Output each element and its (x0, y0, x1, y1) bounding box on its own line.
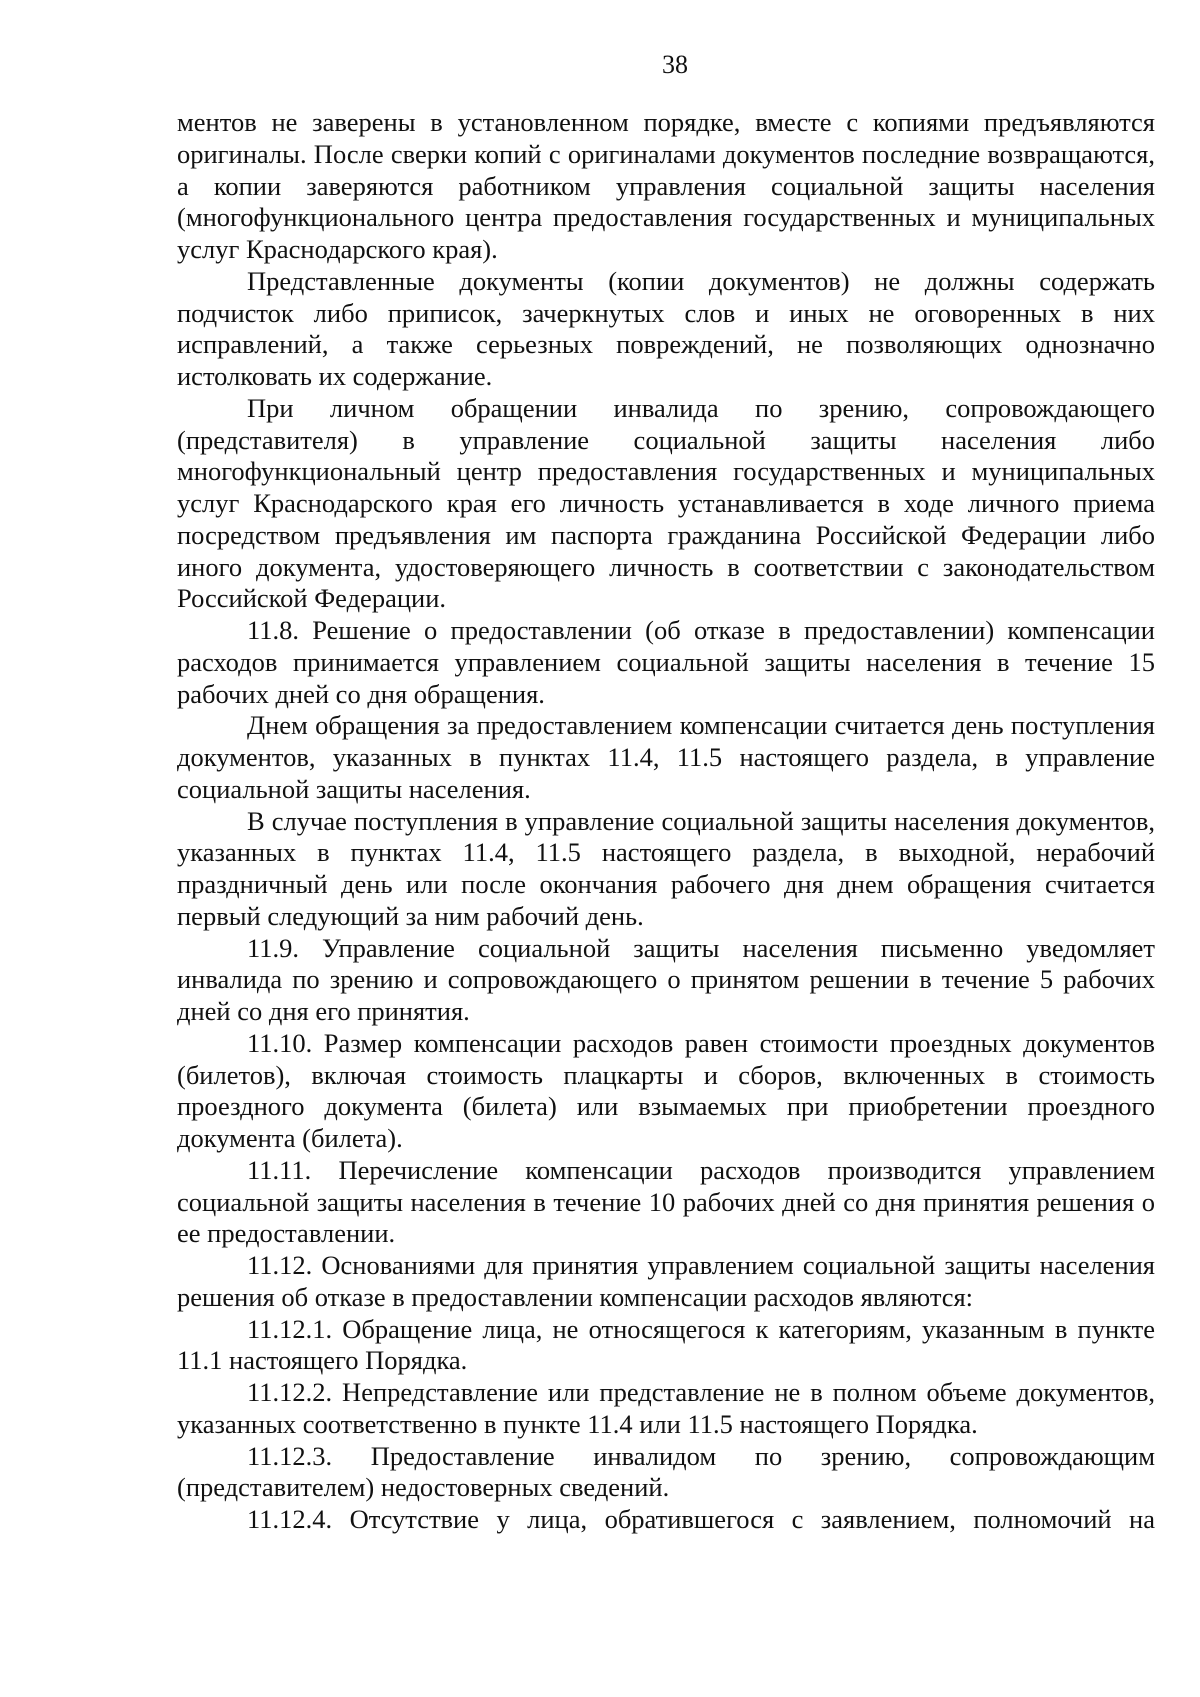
paragraph-14: 11.12.4. Отсутствие у лица, обратившегося с заявлением, полномочий на (247, 1504, 1155, 1534)
paragraph-3: При личном обращении инвалида по зрению, сопровождающего (представителя) в управление социальной защиты населения либо многофункциональный центр предоставления государственных и муниципальных услуг Краснодарского края его личность устанавливается в ходе личного приема посредством предъявления им паспорта гражданина Российской Федерации либо иного документа, удостоверяющего личность в соответствии с законодательством Российской Федерации. (177, 392, 1155, 614)
paragraph-7: 11.9. Управление социальной защиты населения письменно уведомляет инвалида по зрению и сопровождающего о принятом решении в течение 5 рабочих дней со дня его принятия. (177, 932, 1155, 1026)
paragraph-5: Днем обращения за предоставлением компенсации считается день поступления документов, указанных в пунктах 11.4, 11.5 настоящего раздела, в управление социальной защиты населения. (177, 710, 1155, 804)
page-number: 38 (662, 50, 688, 79)
paragraph-1: ментов не заверены в установленном порядке, вместе с копиями предъявляются оригиналы. После сверки копий с оригиналами документов последние возвращаются, а копии заверяются работником управления социальной защиты населения (многофункционального центра предоставления государственных и муниципальных услуг Краснодарского края). (177, 107, 1155, 264)
paragraph-4: 11.8. Решение о предоставлении (об отказе в предоставлении) компенсации расходов принимается управлением социальной защиты населения в течение 15 рабочих дней со дня обращения. (177, 615, 1155, 709)
paragraph-6: В случае поступления в управление социальной защиты населения документов, указанных в пунктах 11.4, 11.5 настоящего раздела, в выходной, нерабочий праздничный день или после окончания рабочего дня днем обращения считается первый следующий за ним рабочий день. (177, 805, 1155, 931)
paragraph-11: 11.12.1. Обращение лица, не относящегося к категориям, указанным в пункте 11.1 настоящего Порядка. (177, 1313, 1155, 1376)
paragraph-12: 11.12.2. Непредставление или представление не в полном объеме документов, указанных соответственно в пункте 11.4 или 11.5 настоящего Порядка. (177, 1377, 1155, 1439)
paragraph-10: 11.12. Основаниями для принятия управлением социальной защиты населения решения об отказе в предоставлении компенсации расходов являются: (177, 1250, 1155, 1312)
paragraph-2: Представленные документы (копии документов) не должны содержать подчисток либо приписок, зачеркнутых слов и иных не оговоренных в них исправлений, а также серьезных повреждений, не позволяющих однозначно истолковать их содержание. (177, 265, 1155, 391)
paragraph-8: 11.10. Размер компенсации расходов равен стоимости проездных документов (билетов), включая стоимость плацкарты и сборов, включенных в стоимость проездного документа (билета) или взымаемых при приобретении проездного документа (билета). (177, 1027, 1155, 1153)
paragraph-13: 11.12.3. Предоставление инвалидом по зрению, сопровождающим (представителем) недостоверных сведений. (177, 1440, 1155, 1503)
document-body (177, 107, 1155, 1536)
paragraph-9: 11.11. Перечисление компенсации расходов производится управлением социальной защиты населения в течение 10 рабочих дней со дня принятия решения о ее предоставлении. (177, 1154, 1155, 1249)
